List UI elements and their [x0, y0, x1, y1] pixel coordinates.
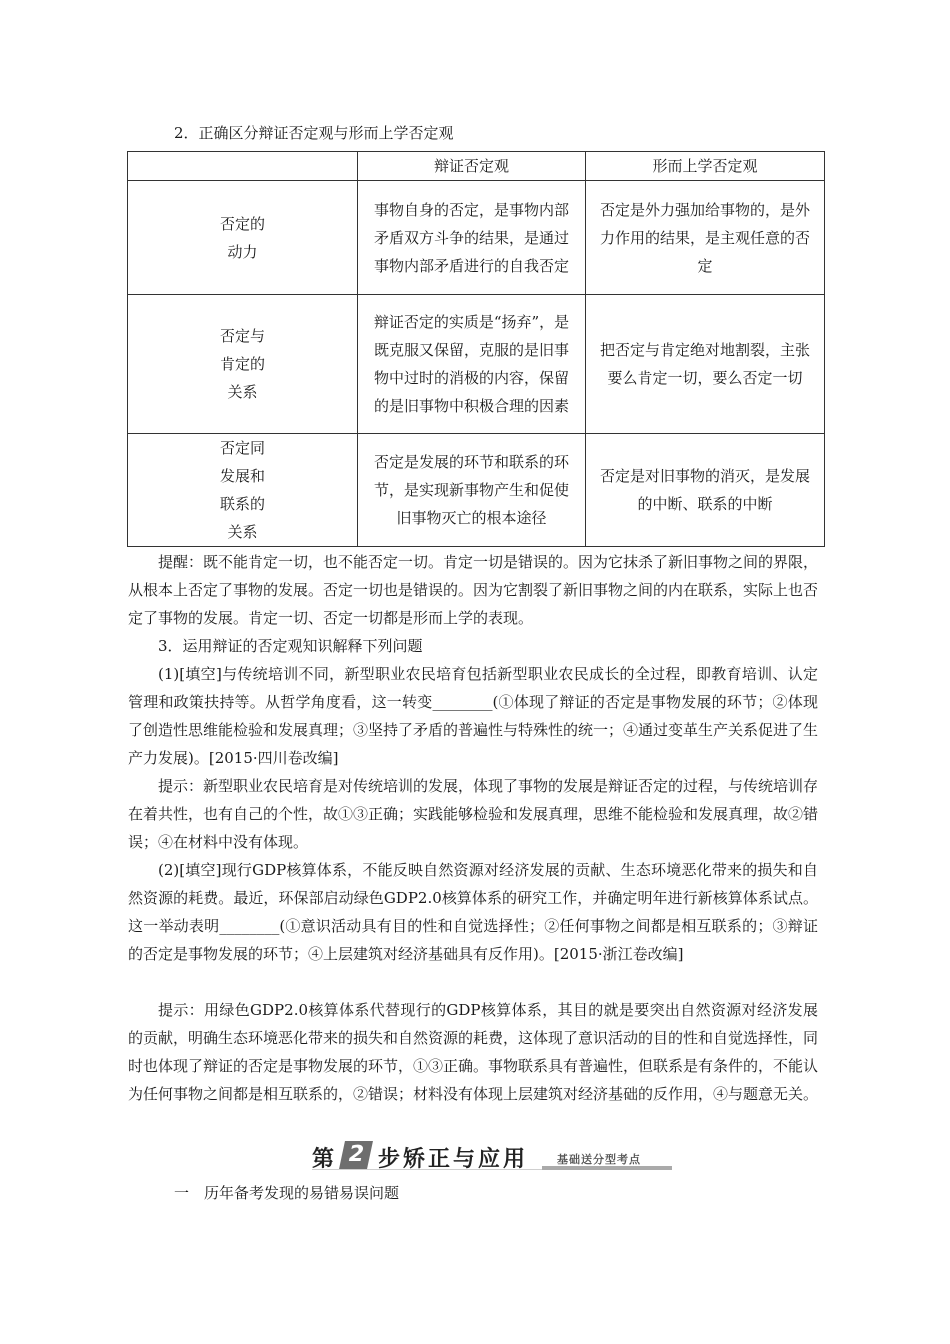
table-row [128, 434, 825, 547]
dialectical-cell: 事物自身的否定，是事物内部矛盾双方斗争的结果，是通过事物内部矛盾进行的自我否定 [358, 181, 586, 295]
dialectical-cell: 否定是发展的环节和联系的环节，是实现新事物产生和促使旧事物灭亡的根本途径 [358, 434, 586, 547]
banner-title: 步矫正与应用 [378, 1147, 529, 1172]
table-row [128, 295, 825, 434]
section-subheading: 一 历年备考发现的易错易误问题 [174, 1184, 400, 1202]
banner-step-number: 2 [339, 1141, 373, 1169]
question-1-paragraph: (1)[填空]与传统培训不同，新型职业农民培育包括新型职业农民成长的全过程，即教育培训、认定管理和政策扶持等。从哲学角度看，这一转变________(①体现了辩证的否定是事物发展的环节；②体现了创造性思维能检验和发展真理；③坚持了矛盾的普遍性与特殊性的统一；④通过变革生产关系促进了生产力发展)。[2015·四川卷改编] [128, 665, 819, 767]
reminder-paragraph: 提醒：既不能肯定一切，也不能否定一切。肯定一切是错误的。因为它抹杀了新旧事物之间的界限，从根本上否定了事物的发展。否定一切也是错误的。因为它割裂了新旧事物之间的内在联系，实际上也否定了事物的发展。肯定一切、否定一切都是形而上学的表现。 [128, 553, 819, 627]
banner-prefix: 第 [312, 1147, 337, 1172]
table-row [128, 181, 825, 295]
hint-1-paragraph: 提示：新型职业农民培育是对传统培训的发展，体现了事物的发展是辩证否定的过程，与传统培训存在着共性，也有自己的个性，故①③正确；实践能够检验和发展真理，思维不能检验和发展真理，故②错误；④在材料中没有体现。 [128, 777, 819, 851]
question-3-title: 3．运用辩证的否定观知识解释下列问题 [158, 637, 423, 655]
table-header-cell [128, 152, 358, 181]
section-heading: 2．正确区分辩证否定观与形而上学否定观 [174, 124, 454, 142]
row-label-cell [128, 434, 358, 547]
hint-2-paragraph: 提示：用绿色GDP2.0核算体系代替现行的GDP核算体系，其目的就是要突出自然资源对经济发展的贡献，明确生态环境恶化带来的损失和自然资源的耗费，这体现了意识活动的目的性和自觉选择性，同时也体现了辩证的否定是事物发展的环节，①③正确。事物联系具有普遍性，但联系是有条件的，不能认为任何事物之间都是相互联系的，②错误；材料没有体现上层建筑对经济基础的反作用，④与题意无关。 [128, 1001, 819, 1103]
dialectical-cell: 辩证否定的实质是“扬弃”，是既克服又保留，克服的是旧事物中过时的消极的内容，保留的是旧事物中积极合理的因素 [358, 295, 586, 434]
table-header-cell: 辩证否定观 [358, 152, 586, 181]
table-header-row [128, 152, 825, 181]
row-label: 否定同 发展和 联系的 关系 [219, 439, 265, 541]
metaphysical-cell: 把否定与肯定绝对地割裂，主张要么肯定一切，要么否定一切 [586, 295, 825, 434]
row-label: 否定与 肯定的 关系 [219, 327, 265, 401]
step-banner [312, 1142, 672, 1172]
comparison-table [127, 151, 825, 547]
banner-tag: 基础送分型考点 [557, 1153, 641, 1166]
row-label-cell [128, 295, 358, 434]
metaphysical-cell: 否定是外力强加给事物的，是外力作用的结果，是主观任意的否定 [586, 181, 825, 295]
table-header-cell: 形而上学否定观 [586, 152, 825, 181]
question-2-paragraph: (2)[填空]现行GDP核算体系，不能反映自然资源对经济发展的贡献、生态环境恶化带来的损失和自然资源的耗费。最近，环保部启动绿色GDP2.0核算体系的研究工作，并确定明年进行新核算体系试点。这一举动表明________(①意识活动具有目的性和自觉选择性；②任何事物之间都是相互联系的；③辩证的否定是事物发展的环节；④上层建筑对经济基础具有反作用)。[2015·浙江卷改编] [128, 861, 818, 963]
metaphysical-cell: 否定是对旧事物的消灭，是发展的中断、联系的中断 [586, 434, 825, 547]
row-label: 否定的 动力 [219, 214, 265, 261]
row-label-cell [128, 181, 358, 295]
